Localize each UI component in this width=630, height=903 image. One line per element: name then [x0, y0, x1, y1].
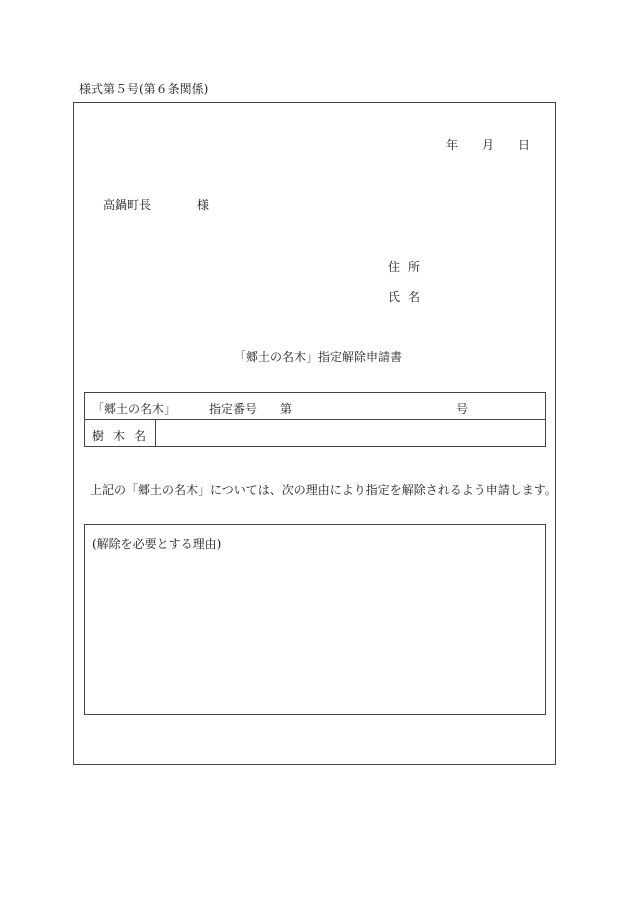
date-year-label: 年 [446, 138, 459, 152]
addressee-name: 高鍋町長 [103, 198, 152, 212]
applicant-name-label: 氏名 [388, 290, 429, 304]
reason-label: (解除を必要とする理由) [92, 537, 222, 551]
table-row-designation [85, 393, 545, 420]
tree-name-label-cell [85, 420, 156, 447]
date-month-label: 月 [482, 138, 495, 152]
addressee-honorific: 様 [197, 198, 210, 212]
tree-name-label: 樹木名 [92, 429, 156, 443]
tree-info-table [84, 392, 546, 447]
designation-number-label: 指定番号 [209, 402, 258, 416]
applicant-address-label: 住所 [388, 260, 429, 274]
tree-category-label: 「郷土の名木」 [92, 402, 177, 416]
table-row-tree-name [85, 420, 545, 447]
number-suffix: 号 [456, 402, 469, 416]
application-statement: 上記の「郷土の名木」については、次の理由により指定を解除されるよう申請します。 [90, 483, 557, 497]
date-day-label: 日 [518, 138, 531, 152]
form-number-label: 様式第５号(第６条関係) [79, 82, 209, 96]
document-title: 「郷土の名木」指定解除申請書 [234, 350, 403, 364]
number-prefix: 第 [280, 402, 293, 416]
reason-box [84, 524, 546, 715]
